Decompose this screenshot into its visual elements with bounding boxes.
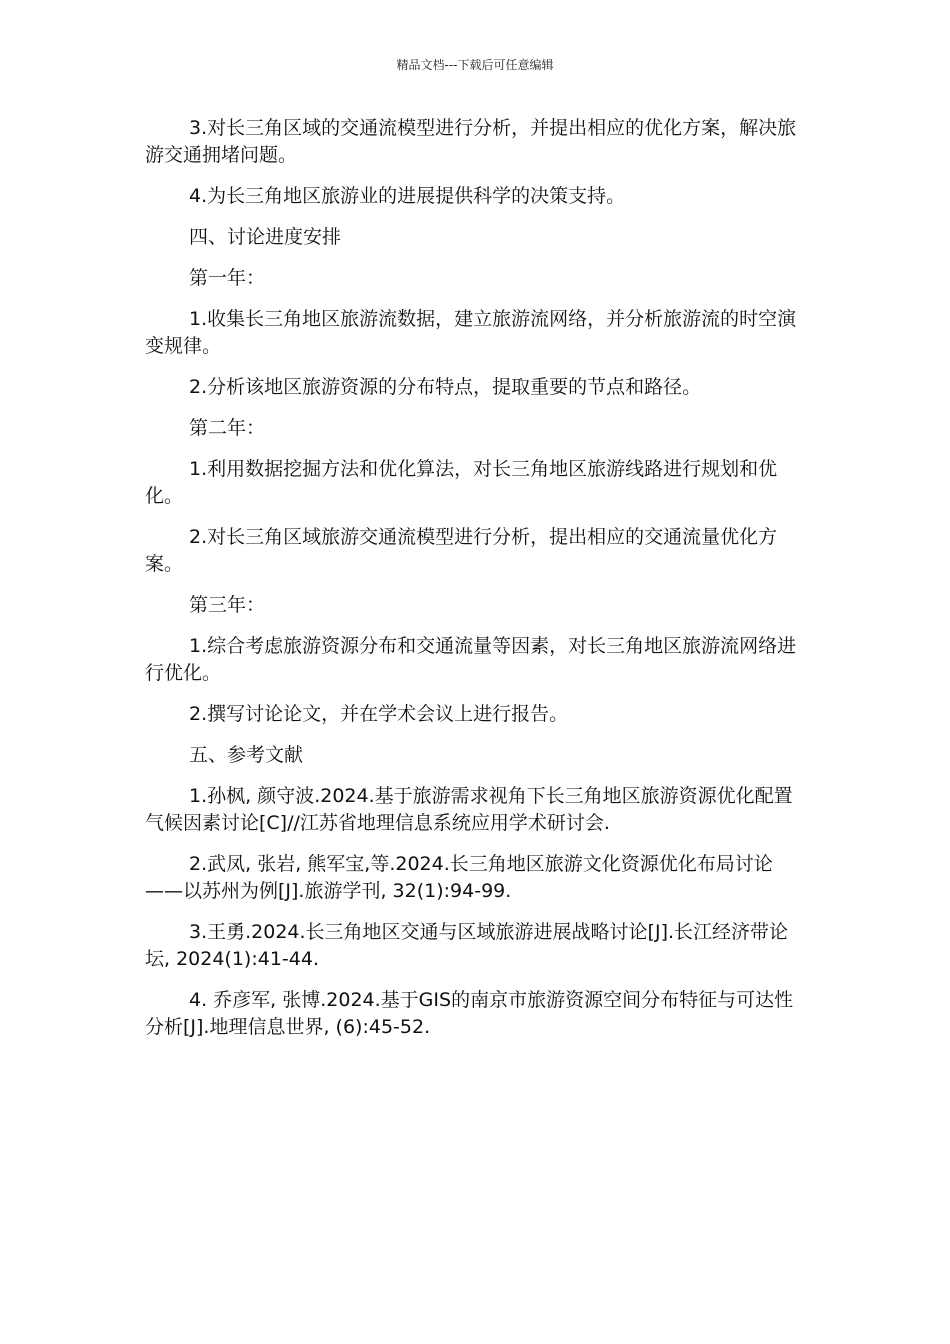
paragraph-goal-4: 4.为长三角地区旅游业的进展提供科学的决策支持。: [189, 185, 626, 207]
year-three-heading: 第三年：: [189, 594, 266, 616]
year-two-heading: 第二年：: [189, 417, 266, 439]
reference-1: 1.孙枫, 颜守波.2024.基于旅游需求视角下长三角地区旅游资源优化配置气候因素讨论[C]//江苏省地理信息系统应用学术研讨会.: [145, 785, 793, 834]
year-three-item-1: 1.综合考虑旅游资源分布和交通流量等因素，对长三角地区旅游流网络进行优化。: [145, 635, 797, 684]
year-two-item-2: 2.对长三角区域旅游交通流模型进行分析，提出相应的交通流量优化方案。: [145, 526, 778, 575]
year-two-item-1: 1.利用数据挖掘方法和优化算法，对长三角地区旅游线路进行规划和优化。: [145, 458, 778, 507]
reference-3: 3.王勇.2024.长三角地区交通与区域旅游进展战略讨论[J].长江经济带论坛, 2024(1):41-44.: [145, 921, 789, 970]
document-body: [145, 115, 810, 1055]
reference-2: 2.武凤, 张岩, 熊军宝,等.2024.长三角地区旅游文化资源优化布局讨论——以苏州为例[J].旅游学刊, 32(1):94-99.: [145, 853, 773, 902]
year-one-item-2: 2.分析该地区旅游资源的分布特点，提取重要的节点和路径。: [189, 376, 702, 398]
reference-4: 4. 乔彦军, 张博.2024.基于GIS的南京市旅游资源空间分布特征与可达性分析[J].地理信息世界, (6):45-52.: [145, 989, 794, 1038]
section-heading-references: 五、参考文献: [189, 744, 304, 766]
page-header: 精品文档---下载后可任意编辑: [396, 58, 554, 72]
year-three-item-2: 2.撰写讨论论文，并在学术会议上进行报告。: [189, 703, 569, 725]
year-one-heading: 第一年：: [189, 267, 266, 289]
year-one-item-1: 1.收集长三角地区旅游流数据，建立旅游流网络，并分析旅游流的时空演变规律。: [145, 308, 797, 357]
paragraph-goal-3: 3.对长三角区域的交通流模型进行分析，并提出相应的优化方案，解决旅游交通拥堵问题。: [145, 117, 797, 166]
section-heading-schedule: 四、讨论进度安排: [189, 226, 342, 248]
